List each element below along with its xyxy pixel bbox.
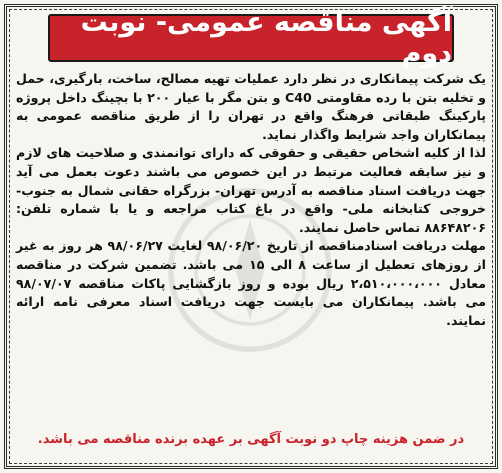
page-title: آگهی مناقصه عمومی- نوبت دوم bbox=[80, 7, 452, 69]
notice-body bbox=[16, 70, 486, 330]
paragraph-invitation: لذا از کلیه اشخاص حقیقی و حقوقی که دارای توانمندی و صلاحیت های لازم و نیز سابقه فعالیت مرتبط در این خصوص می باشند دعوت بعمل می آید جهت دریافت اسناد مناقصه به آدرس تهران- بزرگراه حقانی شمال به جنوب- خروجی کتابخانه ملی- واقع در باغ کتاب مراجعه و یا با شماره تلفن: ۸۸۶۴۸۲۰۶ تماس حاصل نمایند. bbox=[16, 145, 486, 235]
title-banner bbox=[48, 7, 454, 69]
footer-note: در ضمن هزینه چاپ دو نوبت آگهی بر عهده برنده مناقصه می باشد. bbox=[37, 432, 465, 447]
paragraph-intro: یک شرکت پیمانکاری در نظر دارد عملیات تهیه مصالح، ساخت، بارگیری، حمل و تخلیه بتن با رده مقاومتی C40 و بتن مگر با عیار ۲۰۰ با بچینگ داخل پروژه پارکینگ طبقاتی فرهنگ واقع در تهران را از طریق مناقصه عمومی به پیمانکاران واجد شرایط واگذار نماید. bbox=[16, 71, 486, 142]
paragraph-deadline: مهلت دریافت اسنادمناقصه از تاریخ ۹۸/۰۶/۲۰ لغایت ۹۸/۰۶/۲۷ هر روز به غیر از روزهای تعطیل از ساعت ۸ الی ۱۵ می باشد. تضمین شرکت در مناقصه معادل ۲،۵۱۰،۰۰۰،۰۰۰ ریال بوده و روز بازگشایی پاکات مناقصه ۹۸/۰۷/۰۷ می باشد. پیمانکاران می بایست جهت دریافت اسناد معرفی نامه ارائه نمایند. bbox=[16, 238, 486, 328]
